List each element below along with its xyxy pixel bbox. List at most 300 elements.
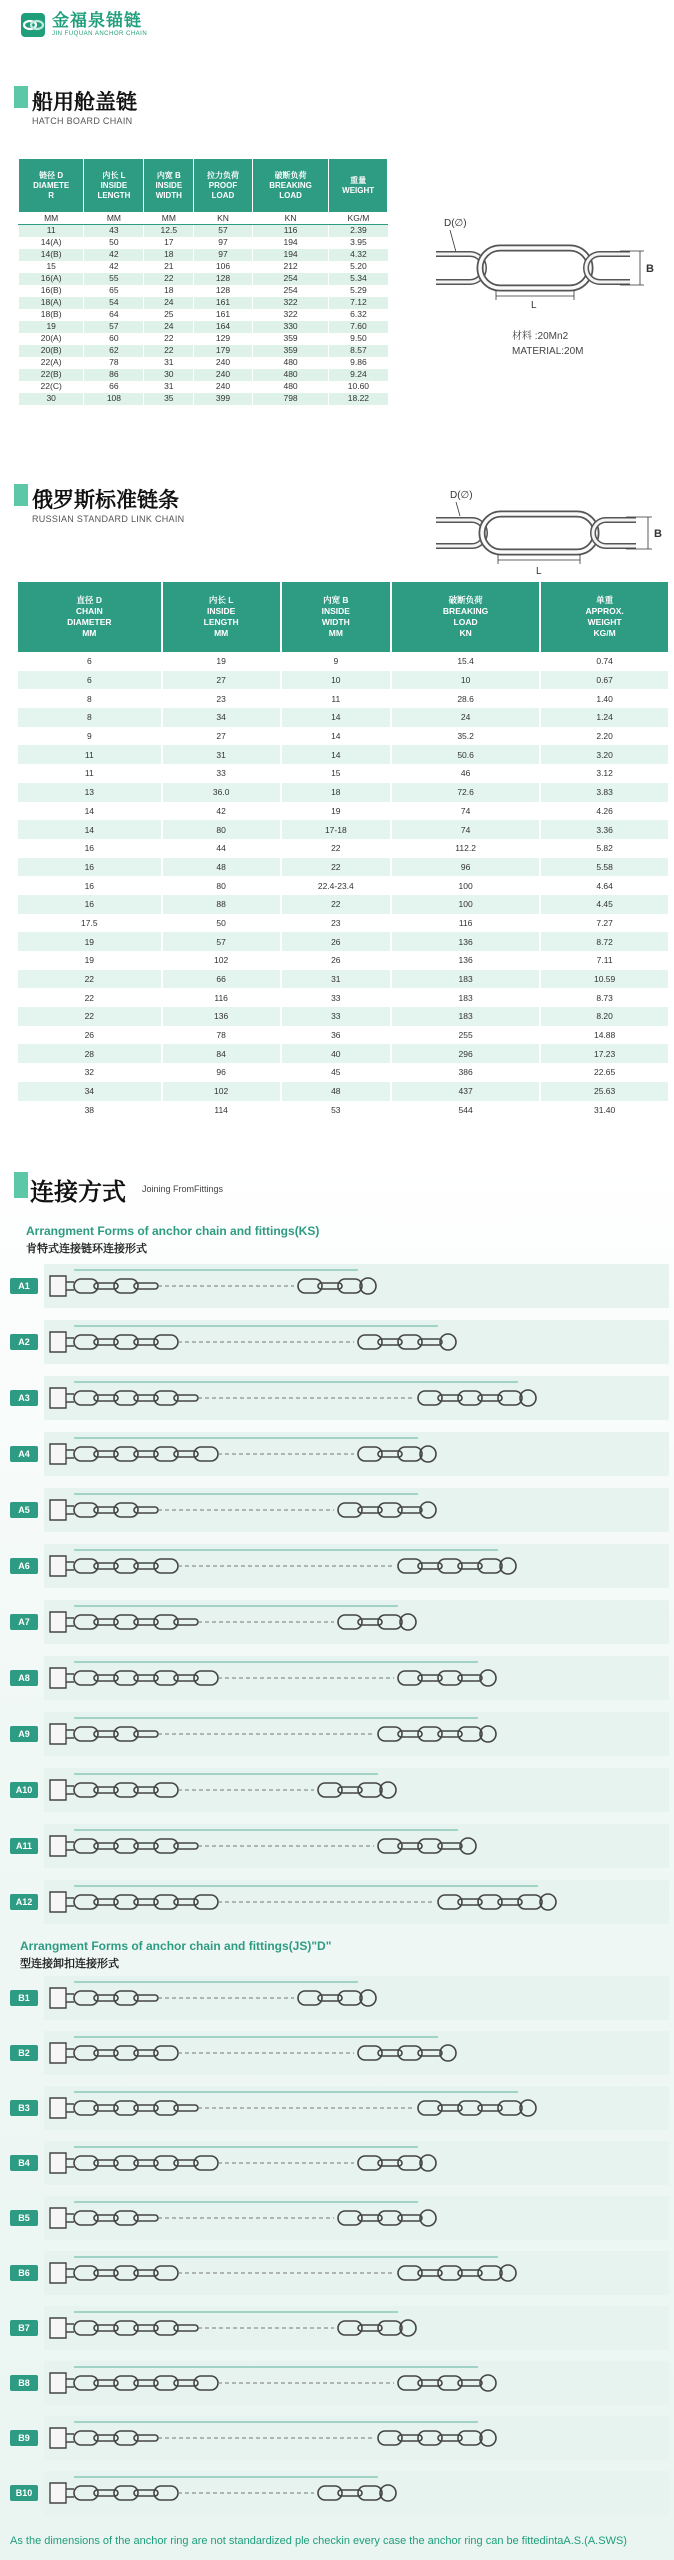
table-cell: 322 [252, 309, 329, 321]
table-cell: 2.39 [329, 225, 388, 237]
arrangement-tag: B6 [10, 2265, 38, 2281]
table-cell: 6 [18, 671, 162, 690]
table-cell: 6 [18, 652, 162, 671]
table-cell: 22 [18, 988, 162, 1007]
table-cell: 50 [84, 237, 144, 249]
brand-logo[interactable] [18, 10, 147, 40]
hatch-spec-table [18, 158, 388, 405]
table-cell: 34 [162, 708, 281, 727]
table-cell: 3.83 [540, 783, 669, 802]
table-cell: 42 [162, 802, 281, 821]
table-cell: 480 [252, 357, 329, 369]
column-header-line: 破断负荷 [274, 170, 307, 180]
table-row [19, 345, 388, 357]
brand-name-en: JIN FUQUAN ANCHOR CHAIN [52, 31, 148, 37]
joining-title-en: Joining FromFittings [142, 1184, 224, 1194]
table-cell: 437 [391, 1082, 540, 1101]
column-header-line: 内宽 B [323, 595, 349, 605]
table-row [18, 914, 669, 933]
table-cell: 16 [18, 876, 162, 895]
table-cell: 212 [252, 261, 329, 273]
column-header-line: LOAD [279, 190, 302, 200]
table-cell: 359 [252, 333, 329, 345]
column-header-line: 链径 D [39, 170, 64, 180]
table-cell: 46 [391, 764, 540, 783]
table-cell: 30 [144, 369, 194, 381]
table-row [18, 1082, 669, 1101]
table-cell: 255 [391, 1026, 540, 1045]
table-row [18, 689, 669, 708]
table-cell: 43 [84, 225, 144, 237]
table-cell: 22(A) [19, 357, 84, 369]
table-cell: 19 [281, 802, 391, 821]
table-cell: 330 [252, 321, 329, 333]
table-cell: 22 [144, 273, 194, 285]
table-row [19, 333, 388, 345]
column-header-line: LOAD [211, 190, 235, 200]
column-header-line: 内宽 B [156, 170, 181, 180]
table-cell: 240 [194, 357, 253, 369]
column-header-line: WEIGHT [342, 185, 375, 195]
table-cell: 14.88 [540, 1026, 669, 1045]
table-cell: 240 [194, 369, 253, 381]
column-header-line: WIDTH [321, 617, 350, 627]
unit-cell: KN [252, 213, 329, 225]
table-cell: 96 [162, 1063, 281, 1082]
chain-logo-icon [18, 10, 48, 40]
table-cell: 31.40 [540, 1101, 669, 1120]
table-row [18, 1063, 669, 1082]
column-header-line: KN [459, 628, 472, 638]
table-cell: 9.50 [329, 333, 388, 345]
table-cell: 22 [281, 839, 391, 858]
table-cell: 9 [281, 652, 391, 671]
table-cell: 0.67 [540, 671, 669, 690]
table-cell: 544 [391, 1101, 540, 1120]
table-row [18, 988, 669, 1007]
table-cell: 16 [18, 839, 162, 858]
table-row [18, 970, 669, 989]
table-cell: 25 [144, 309, 194, 321]
chain-arrangement-drawing [44, 2141, 669, 2185]
column-header-line: LENGTH [203, 617, 239, 627]
table-cell: 22(B) [19, 369, 84, 381]
arrangement-tag: B1 [10, 1990, 38, 2006]
column-header-line: INSIDE [321, 606, 350, 616]
column-header [162, 582, 281, 652]
table-cell: 129 [194, 333, 253, 345]
column-header-line: APPROX. [585, 606, 624, 616]
length-label: L [536, 566, 542, 577]
column-header-line: WEIGHT [587, 617, 622, 627]
chain-arrangement-drawing [44, 1488, 669, 1532]
column-header-line: 单重 [596, 595, 614, 605]
table-cell: 16(A) [19, 273, 84, 285]
chain-arrangement-drawing [44, 1320, 669, 1364]
table-cell: 18.22 [329, 393, 388, 405]
table-cell: 116 [252, 225, 329, 237]
table-row [19, 297, 388, 309]
table-cell: 62 [84, 345, 144, 357]
column-header [84, 159, 144, 213]
table-cell: 31 [162, 745, 281, 764]
table-cell: 45 [281, 1063, 391, 1082]
table-cell: 22 [281, 858, 391, 877]
table-cell: 399 [194, 393, 253, 405]
table-row [18, 820, 669, 839]
table-cell: 183 [391, 1007, 540, 1026]
table-row [18, 783, 669, 802]
arrangement-tag: A6 [10, 1558, 38, 1574]
brand-name-cn: 金福泉锚链 [52, 11, 142, 30]
column-header [329, 159, 388, 213]
unit-cell: KN [194, 213, 253, 225]
column-header-line: PROOF [208, 180, 238, 190]
column-header-line: MM [214, 628, 229, 638]
russian-spec-table [18, 582, 670, 1119]
width-label: B [646, 263, 654, 275]
table-cell: 4.26 [540, 802, 669, 821]
column-header [281, 582, 391, 652]
table-cell: 240 [194, 381, 253, 393]
russian-chain-drawing [430, 484, 670, 579]
table-cell: 10 [281, 671, 391, 690]
table-cell: 106 [194, 261, 253, 273]
table-cell: 114 [162, 1101, 281, 1120]
table-row [19, 261, 388, 273]
unit-cell: KG/M [329, 213, 388, 225]
table-cell: 19 [19, 321, 84, 333]
table-cell: 33 [162, 764, 281, 783]
column-header-line: DIAMETER [67, 617, 112, 627]
table-cell: 54 [84, 297, 144, 309]
table-cell: 30 [19, 393, 84, 405]
table-cell: 24 [144, 297, 194, 309]
chain-arrangement-drawing [44, 1712, 669, 1756]
column-header [540, 582, 669, 652]
table-cell: 8 [18, 689, 162, 708]
table-cell: 100 [391, 895, 540, 914]
column-header-line: INSIDE [100, 180, 128, 190]
table-cell: 84 [162, 1044, 281, 1063]
heading-accent-bar [14, 86, 28, 108]
table-cell: 11 [18, 745, 162, 764]
table-cell: 74 [391, 802, 540, 821]
table-cell: 35.2 [391, 727, 540, 746]
table-cell: 27 [162, 727, 281, 746]
chain-arrangement-drawing [44, 1376, 669, 1420]
table-cell: 10.60 [329, 381, 388, 393]
arrangement-tag: B2 [10, 2045, 38, 2061]
chain-arrangement-drawing [44, 2031, 669, 2075]
table-cell: 38 [18, 1101, 162, 1120]
table-cell: 9.24 [329, 369, 388, 381]
arrangement-tag: A3 [10, 1390, 38, 1406]
table-cell: 60 [84, 333, 144, 345]
table-cell: 1.24 [540, 708, 669, 727]
chain-arrangement-drawing [44, 2471, 669, 2515]
table-cell: 3.12 [540, 764, 669, 783]
table-cell: 8.72 [540, 932, 669, 951]
table-cell: 136 [162, 1007, 281, 1026]
units-row [19, 213, 388, 225]
table-cell: 7.11 [540, 951, 669, 970]
column-header-line: WIDTH [155, 190, 182, 200]
chain-arrangement-drawing [44, 1976, 669, 2020]
table-row [19, 237, 388, 249]
column-header [18, 582, 162, 652]
table-cell: 20(B) [19, 345, 84, 357]
table-cell: 7.12 [329, 297, 388, 309]
table-cell: 17 [144, 237, 194, 249]
heading-accent-bar [14, 1172, 28, 1198]
hatch-title-cn: 船用舱盖链 [32, 91, 137, 114]
table-cell: 18(A) [19, 297, 84, 309]
table-cell: 194 [252, 249, 329, 261]
length-label: L [531, 300, 537, 311]
table-cell: 14(A) [19, 237, 84, 249]
table-row [18, 1026, 669, 1045]
column-header-line: 内长 L [208, 595, 234, 605]
hatch-title-en: HATCH BOARD CHAIN [32, 116, 133, 126]
column-header [391, 582, 540, 652]
table-cell: 72.6 [391, 783, 540, 802]
table-row [18, 727, 669, 746]
arrangement-tag: A1 [10, 1278, 38, 1294]
table-cell: 183 [391, 970, 540, 989]
table-row [18, 671, 669, 690]
table-cell: 74 [391, 820, 540, 839]
table-row [19, 393, 388, 405]
table-cell: 14 [281, 745, 391, 764]
table-row [18, 1044, 669, 1063]
hatch-chain-drawing [430, 210, 670, 320]
column-header-line: DIAMETE [33, 180, 70, 190]
table-cell: 22(C) [19, 381, 84, 393]
table-cell: 78 [84, 357, 144, 369]
table-row [18, 1007, 669, 1026]
table-cell: 36.0 [162, 783, 281, 802]
table-row [19, 381, 388, 393]
table-row [19, 249, 388, 261]
chain-arrangement-drawing [44, 2251, 669, 2295]
column-header-line: CHAIN [75, 606, 103, 616]
table-row [18, 745, 669, 764]
arrangement-tag: A11 [10, 1838, 38, 1854]
table-cell: 14 [18, 820, 162, 839]
table-cell: 798 [252, 393, 329, 405]
column-header-line: R [48, 190, 55, 200]
table-cell: 5.20 [329, 261, 388, 273]
russian-title-en: RUSSIAN STANDARD LINK CHAIN [32, 514, 185, 524]
ks-title-en: Arrangment Forms of anchor chain and fittings(KS) [26, 1224, 320, 1238]
table-cell: 5.58 [540, 858, 669, 877]
table-cell: 78 [162, 1026, 281, 1045]
table-cell: 8 [18, 708, 162, 727]
table-cell: 5.29 [329, 285, 388, 297]
table-cell: 116 [391, 914, 540, 933]
column-header-line: 拉力负荷 [206, 170, 239, 180]
arrangement-tag: A9 [10, 1726, 38, 1742]
table-cell: 112.2 [391, 839, 540, 858]
table-cell: 57 [162, 932, 281, 951]
table-cell: 8.57 [329, 345, 388, 357]
table-cell: 11 [281, 689, 391, 708]
column-header-line: MM [328, 628, 343, 638]
table-cell: 386 [391, 1063, 540, 1082]
unit-cell: MM [19, 213, 84, 225]
table-row [19, 369, 388, 381]
table-cell: 88 [162, 895, 281, 914]
table-cell: 10.59 [540, 970, 669, 989]
table-cell: 50.6 [391, 745, 540, 764]
arrangement-tag: B3 [10, 2100, 38, 2116]
arrangement-tag: B8 [10, 2375, 38, 2391]
chain-arrangement-drawing [44, 1544, 669, 1588]
column-header-line: BREAKING [269, 180, 312, 190]
table-cell: 14 [281, 727, 391, 746]
table-cell: 19 [162, 652, 281, 671]
table-row [18, 1101, 669, 1120]
table-cell: 86 [84, 369, 144, 381]
table-cell: 322 [252, 297, 329, 309]
column-header-line: 直径 D [76, 595, 103, 605]
table-cell: 3.95 [329, 237, 388, 249]
table-cell: 9.86 [329, 357, 388, 369]
chain-arrangement-drawing [44, 1880, 669, 1924]
table-cell: 22 [281, 895, 391, 914]
table-cell: 19 [18, 932, 162, 951]
table-cell: 128 [194, 285, 253, 297]
table-cell: 97 [194, 249, 253, 261]
table-row [18, 895, 669, 914]
unit-cell: MM [84, 213, 144, 225]
arrangement-tag: B9 [10, 2430, 38, 2446]
column-header-line: MM [82, 628, 97, 638]
arrangement-tag: B5 [10, 2210, 38, 2226]
table-cell: 4.64 [540, 876, 669, 895]
js-title-en: Arrangment Forms of anchor chain and fittings(JS)"D" [20, 1939, 332, 1953]
table-cell: 16 [18, 858, 162, 877]
russian-title-cn: 俄罗斯标准链条 [32, 489, 179, 512]
table-cell: 3.20 [540, 745, 669, 764]
table-row [18, 876, 669, 895]
table-cell: 8.73 [540, 988, 669, 1007]
table-cell: 15 [19, 261, 84, 273]
table-cell: 32 [18, 1063, 162, 1082]
chain-arrangement-drawing [44, 2196, 669, 2240]
table-cell: 18(B) [19, 309, 84, 321]
table-cell: 18 [144, 249, 194, 261]
table-row [18, 932, 669, 951]
table-cell: 22 [18, 970, 162, 989]
table-cell: 15.4 [391, 652, 540, 671]
arrangement-tag: A8 [10, 1670, 38, 1686]
table-cell: 22.4-23.4 [281, 876, 391, 895]
table-header-row [19, 159, 388, 213]
table-row [19, 309, 388, 321]
chain-arrangement-drawing [44, 1432, 669, 1476]
table-cell: 14 [281, 708, 391, 727]
table-row [18, 764, 669, 783]
table-cell: 296 [391, 1044, 540, 1063]
diameter-label: D(∅) [444, 218, 467, 229]
material-note [512, 329, 584, 359]
table-cell: 18 [144, 285, 194, 297]
table-cell: 48 [162, 858, 281, 877]
ks-title-cn: 肯特式连接链环连接形式 [26, 1243, 147, 1255]
table-cell: 4.45 [540, 895, 669, 914]
arrangement-tag: B4 [10, 2155, 38, 2171]
chain-arrangement-drawing [44, 1600, 669, 1644]
column-header-line: KG/M [593, 628, 616, 638]
column-header [252, 159, 329, 213]
heading-accent-bar [14, 484, 28, 506]
table-cell: 22 [144, 345, 194, 357]
table-cell: 11 [18, 764, 162, 783]
table-row [19, 357, 388, 369]
column-header-line: LOAD [453, 617, 478, 627]
table-cell: 26 [281, 951, 391, 970]
table-row [19, 285, 388, 297]
table-row [18, 652, 669, 671]
chain-arrangement-drawing [44, 2086, 669, 2130]
table-cell: 24 [144, 321, 194, 333]
table-cell: 22.65 [540, 1063, 669, 1082]
logo-bar [0, 0, 674, 50]
table-cell: 9 [18, 727, 162, 746]
column-header [194, 159, 253, 213]
table-row [19, 321, 388, 333]
table-cell: 53 [281, 1101, 391, 1120]
table-cell: 16(B) [19, 285, 84, 297]
table-cell: 136 [391, 932, 540, 951]
table-cell: 66 [84, 381, 144, 393]
table-cell: 17.5 [18, 914, 162, 933]
table-cell: 27 [162, 671, 281, 690]
table-cell: 24 [391, 708, 540, 727]
table-cell: 480 [252, 381, 329, 393]
table-cell: 6.32 [329, 309, 388, 321]
table-header-row [18, 582, 669, 652]
table-cell: 33 [281, 988, 391, 1007]
column-header [144, 159, 194, 213]
table-row [18, 858, 669, 877]
table-cell: 116 [162, 988, 281, 1007]
column-header-line: INSIDE [155, 180, 183, 190]
table-row [19, 225, 388, 237]
table-cell: 161 [194, 309, 253, 321]
table-cell: 3.36 [540, 820, 669, 839]
table-cell: 80 [162, 820, 281, 839]
arrangement-tag: B10 [10, 2485, 38, 2501]
arrangement-tag: A4 [10, 1446, 38, 1462]
arrangement-tag: A2 [10, 1334, 38, 1350]
chain-arrangement-drawing [44, 2361, 669, 2405]
table-cell: 0.74 [540, 652, 669, 671]
table-cell: 14 [18, 802, 162, 821]
table-cell: 102 [162, 1082, 281, 1101]
table-cell: 20(A) [19, 333, 84, 345]
table-cell: 100 [391, 876, 540, 895]
table-cell: 179 [194, 345, 253, 357]
table-cell: 183 [391, 988, 540, 1007]
chain-arrangement-drawing [44, 1824, 669, 1868]
material-en: MATERIAL:20M [512, 346, 584, 357]
table-row [18, 951, 669, 970]
table-cell: 40 [281, 1044, 391, 1063]
table-cell: 7.27 [540, 914, 669, 933]
